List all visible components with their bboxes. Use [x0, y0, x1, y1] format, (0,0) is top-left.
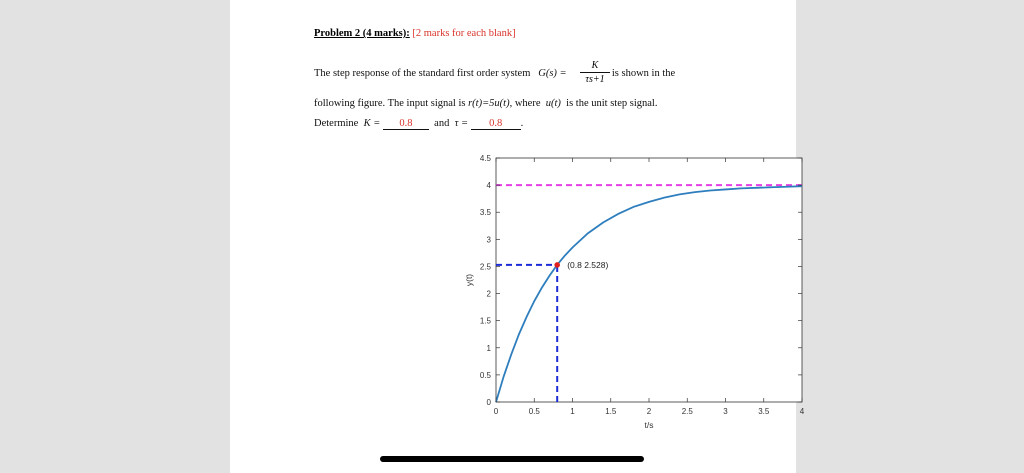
- problem-line-2: [314, 98, 657, 109]
- line2-mid-text: , where: [509, 98, 541, 109]
- input-signal: r(t)=5u(t): [468, 98, 510, 109]
- y-tick-label: 3.5: [479, 208, 491, 218]
- and-text: and: [434, 118, 450, 129]
- y-tick-label: 4.5: [479, 154, 491, 163]
- line2-end-text: is the unit step signal.: [566, 98, 658, 109]
- x-tick-label: 2: [646, 407, 652, 416]
- problem-line-1: [314, 68, 675, 79]
- step-response-chart: [330, 150, 805, 440]
- tau-label: τ =: [454, 118, 469, 129]
- point-annotation: (0.8 2.528): [567, 259, 609, 270]
- data-point-marker: [554, 262, 560, 268]
- transfer-function-lhs: G(s) =: [538, 68, 567, 79]
- x-tick-label: 3.5: [758, 407, 770, 416]
- marks-note: [2 marks for each blank]: [412, 28, 516, 39]
- tf-numerator: K: [580, 60, 610, 73]
- document-page: [230, 0, 805, 473]
- y-tick-label: 3: [486, 235, 491, 245]
- x-tick-label: 0: [493, 407, 499, 416]
- y-tick-label: 0: [486, 398, 491, 407]
- horizontal-scrollbar[interactable]: [380, 456, 644, 462]
- tau-answer-blank[interactable]: 0.8: [471, 118, 521, 130]
- x-tick-label: 4: [799, 407, 805, 416]
- tf-denominator: τs+1: [585, 74, 605, 85]
- x-tick-label: 0.5: [528, 407, 540, 416]
- line1-end-text: is shown in the: [611, 68, 676, 79]
- problem-line-3: [314, 118, 523, 130]
- y-tick-label: 1.5: [479, 316, 491, 326]
- x-tick-label: 1.5: [605, 407, 617, 416]
- period: .: [520, 118, 524, 129]
- y-tick-label: 0.5: [479, 370, 491, 380]
- x-axis-label: t/s: [644, 420, 654, 430]
- determine-text: Determine: [314, 118, 359, 129]
- line1-text: The step response of the standard first order system: [314, 68, 531, 79]
- problem-heading: [314, 28, 516, 39]
- transfer-function-fraction: [580, 60, 610, 85]
- y-tick-label: 2: [486, 289, 491, 299]
- unit-step-symbol: u(t): [545, 98, 561, 109]
- y-tick-label: 2.5: [479, 262, 491, 272]
- x-tick-label: 2.5: [681, 407, 693, 416]
- k-answer-blank[interactable]: 0.8: [383, 118, 429, 130]
- y-axis-label: y(t): [464, 273, 474, 287]
- plot-frame: [496, 158, 802, 402]
- y-tick-label: 4: [486, 181, 491, 191]
- y-tick-label: 1: [486, 343, 491, 353]
- k-label: K =: [363, 118, 381, 129]
- x-tick-label: 1: [570, 407, 575, 416]
- line2-text: following figure. The input signal is: [314, 98, 466, 109]
- problem-title: Problem 2 (4 marks):: [314, 28, 410, 39]
- x-tick-label: 3: [723, 407, 728, 416]
